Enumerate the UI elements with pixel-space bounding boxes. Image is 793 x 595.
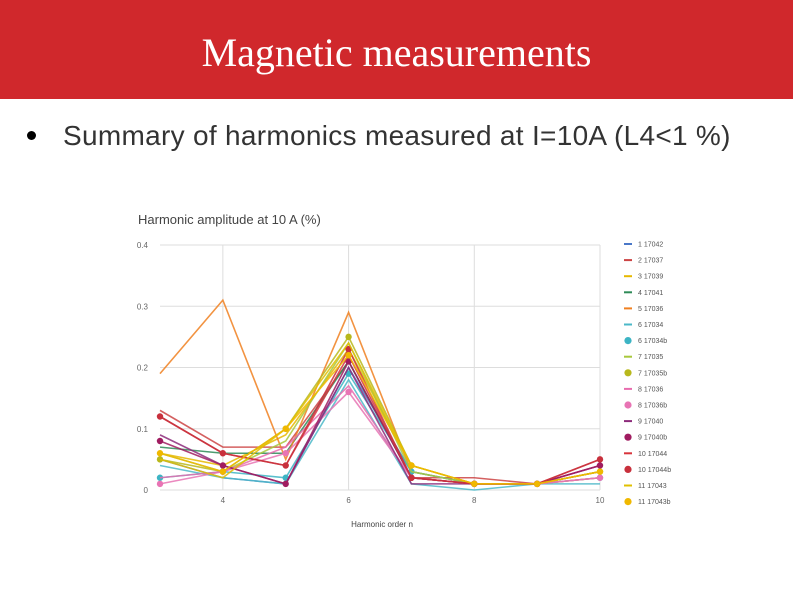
legend-label: 5 17036 <box>638 305 664 313</box>
legend-label: 4 17041 <box>638 289 664 297</box>
series-point <box>283 450 289 456</box>
chart-series <box>157 300 603 490</box>
legend-label: 2 17037 <box>638 257 664 265</box>
legend-label: 3 17039 <box>638 273 664 281</box>
series-point <box>345 389 351 395</box>
x-tick-label: 4 <box>220 496 226 505</box>
x-tick-label: 6 <box>346 496 351 505</box>
y-tick-label: 0.2 <box>136 363 148 373</box>
series-line-5 <box>160 300 600 484</box>
legend-marker <box>624 369 631 376</box>
legend-label: 11 17043b <box>638 499 671 507</box>
series-point <box>283 481 289 487</box>
series-point <box>597 468 603 474</box>
series-point <box>408 475 414 481</box>
series-point <box>408 462 414 468</box>
y-tick-label: 0.3 <box>136 302 148 312</box>
series-point <box>220 450 226 456</box>
chart-legend <box>624 242 671 507</box>
legend-marker <box>624 401 631 408</box>
bullet-text: Summary of harmonics measured at I=10A (L4<1 %) <box>63 120 731 151</box>
series-point <box>345 334 351 340</box>
series-point <box>220 468 226 474</box>
series-point <box>534 481 540 487</box>
series-point <box>220 462 226 468</box>
series-point <box>471 481 477 487</box>
x-tick-labels <box>221 496 605 505</box>
y-tick-labels <box>137 241 149 495</box>
series-point <box>345 352 351 358</box>
legend-label: 7 17035 <box>638 354 664 362</box>
legend-label: 1 17042 <box>638 241 664 249</box>
y-tick-label: 0.1 <box>136 424 148 434</box>
legend-label: 9 17040b <box>638 434 668 442</box>
series-point <box>283 462 289 468</box>
x-tick-label: 10 <box>595 496 605 505</box>
x-tick-label: 8 <box>472 496 477 505</box>
legend-label: 8 17036b <box>638 402 668 410</box>
legend-label: 10 17044b <box>638 466 672 474</box>
legend-label: 6 17034b <box>638 338 668 346</box>
legend-marker <box>624 434 631 441</box>
legend-label: 11 17043 <box>638 483 667 490</box>
series-point <box>597 456 603 462</box>
legend-label: 6 17034 <box>638 322 664 329</box>
series-point <box>157 438 163 444</box>
chart-title: Harmonic amplitude at 10 A (%) <box>138 212 321 227</box>
series-point <box>283 426 289 432</box>
legend-marker <box>624 466 631 473</box>
series-point <box>157 413 163 419</box>
legend-label: 10 17044 <box>638 450 668 458</box>
legend-label: 7 17035b <box>638 370 668 378</box>
bullet-dot <box>27 131 36 140</box>
harmonics-chart <box>130 200 690 530</box>
series-point <box>157 481 163 487</box>
legend-label: 8 17036 <box>638 386 664 394</box>
legend-marker <box>624 337 631 344</box>
y-tick-label: 0 <box>143 486 148 495</box>
slide-title: Magnetic measurements <box>201 30 592 75</box>
series-point <box>157 450 163 456</box>
series-point <box>597 462 603 468</box>
series-point <box>597 475 603 481</box>
legend-marker <box>624 498 631 505</box>
y-tick-label: 0.4 <box>136 241 148 250</box>
legend-label: 9 17040 <box>638 418 664 426</box>
x-axis-label: Harmonic order n <box>351 520 413 529</box>
